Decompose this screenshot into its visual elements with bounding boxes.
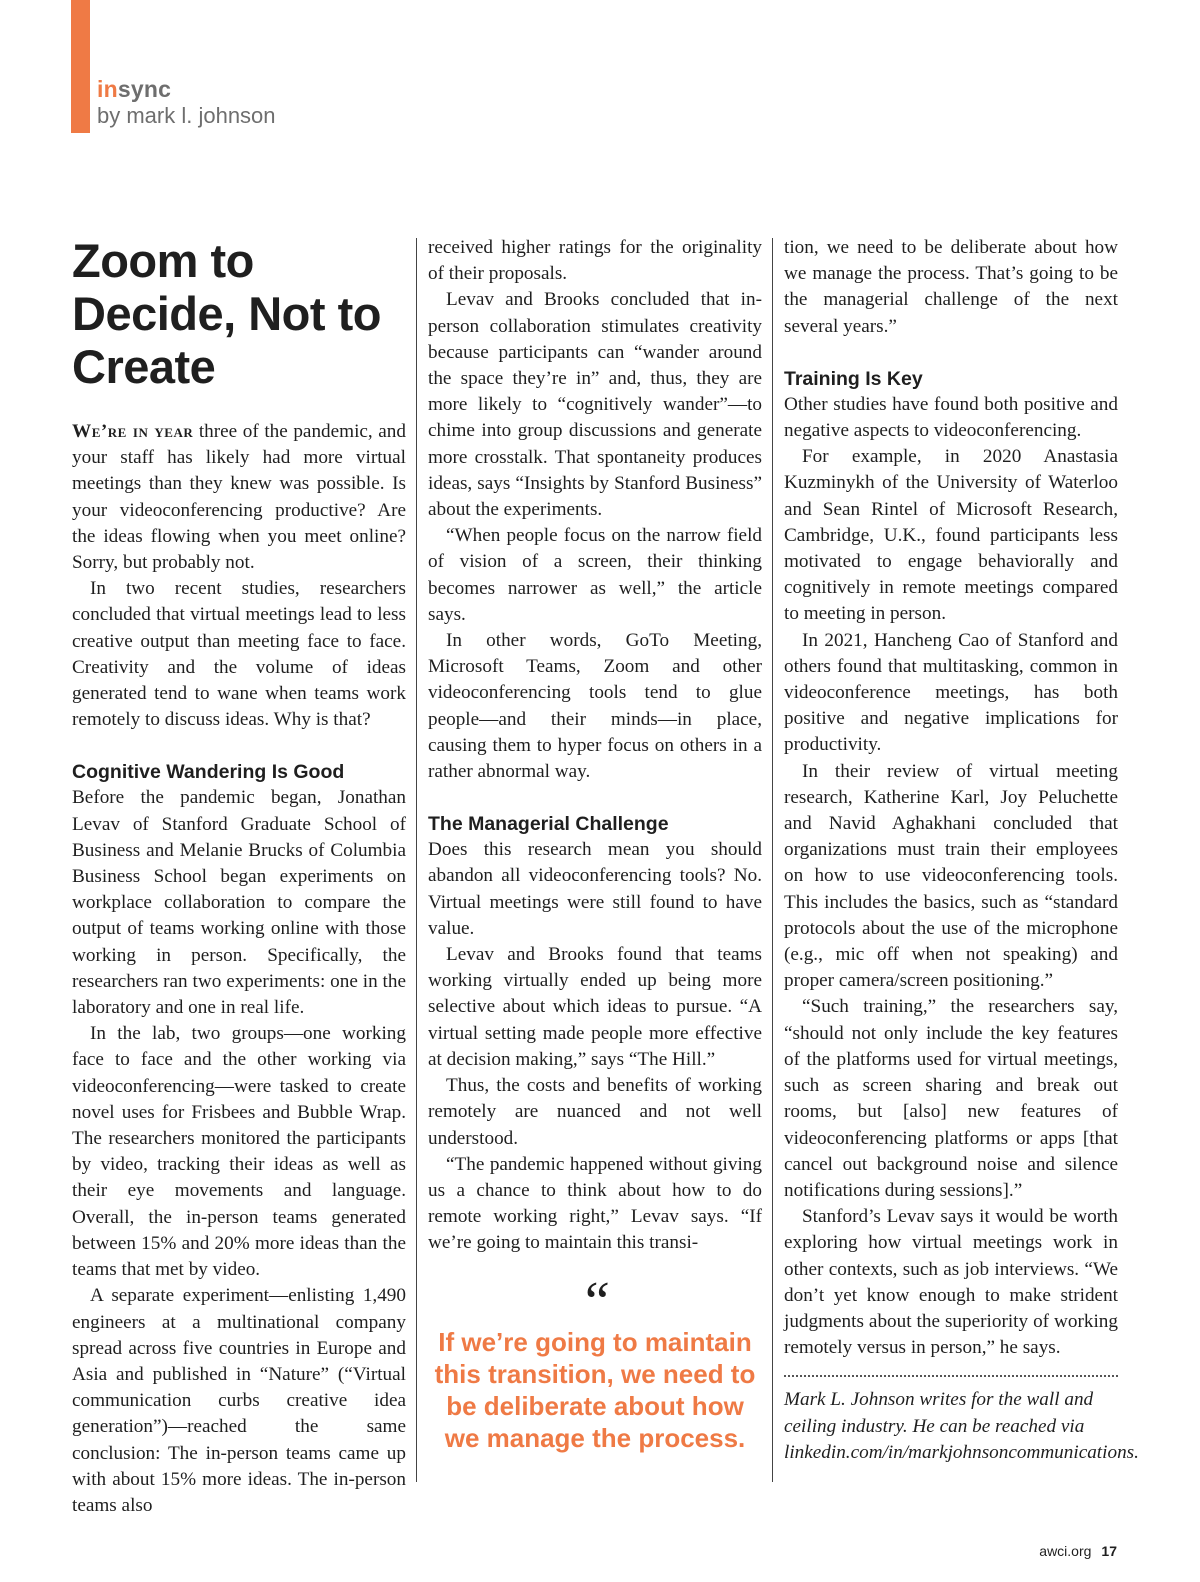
article-column-2 <box>428 235 762 1257</box>
page-title: Zoom to Decide, Not to Create <box>72 234 381 393</box>
accent-bar <box>71 0 90 133</box>
paragraph <box>72 419 406 576</box>
paragraph: A separate experiment—enlisting 1,490 engineers at a multinational company spread across five countries in Europe and Asia and published in “Nature” (“Virtual communication curbs creative idea generation”)—reached the same conclusion: The in-person teams came up with about 15% more ideas. The in-person teams also <box>72 1285 406 1516</box>
paragraph: tion, we need to be deliberate about how we manage the process. That’s going to be the managerial challenge of the next several years.” <box>784 237 1118 337</box>
paragraph: Levav and Brooks found that teams working virtually ended up being more selective about which ideas to pursue. “A virtual setting made people more effective at decision making,” says “The Hill.” <box>428 944 762 1070</box>
column-divider-left <box>416 238 417 1482</box>
paragraph: “When people focus on the narrow field of vision of a screen, their thinking becomes narrower as well,” the article says. <box>428 525 762 625</box>
paragraph: In their review of virtual meeting research, Katherine Karl, Joy Peluchette and Navid Aghakhani concluded that organizations must train their employees on how to use videoconferencing tools. This includes the basics, such as “standard protocols about the use of the microphone (e.g., mic off when not speaking) and proper camera/screen positioning.” <box>784 760 1118 992</box>
page-number: 17 <box>1101 1543 1117 1559</box>
paragraph: received higher ratings for the originality of their proposals. <box>428 237 762 285</box>
article-column-3 <box>784 235 1139 1466</box>
pull-quote-text: If we’re going to maintain this transition, we need to be deliberate about how we manage the process. <box>434 1327 756 1453</box>
lead-in: We’re in year <box>72 421 194 442</box>
paragraph: Stanford’s Levav says it would be worth exploring how virtual meetings work in other contexts, such as job interviews. “We don’t yet know enough to make strident judgments about the superiority of working remotely versus in person,” he says. <box>784 1206 1118 1359</box>
paragraph: In other words, GoTo Meeting, Microsoft Teams, Zoom and other videoconferencing tools tend to glue people—and their minds—in place, causing them to hyper focus on others in a rather abnormal way. <box>428 630 762 783</box>
paragraph: In 2021, Hancheng Cao of Stanford and others found that multitasking, common in videoconference meetings, has both positive and negative implications for productivity. <box>784 629 1118 756</box>
column-name-rest: sync <box>117 76 172 102</box>
article-column-1 <box>72 234 406 1519</box>
paragraph: For example, in 2020 Anastasia Kuzminykh of the University of Waterloo and Sean Rintel of Microsoft Research, Cambridge, U.K., found participants less motivated to engage behaviorally and cognitively in remote meetings compared to meeting in person. <box>784 446 1118 625</box>
paragraph: In two recent studies, researchers concluded that virtual meetings lead to less creative output than meeting face to face. Creativity and the volume of ideas generated tend to wane when teams work remotely to discuss ideas. Why is that? <box>72 578 406 731</box>
paragraph: Before the pandemic began, Jonathan Levav of Stanford Graduate School of Business and Melanie Brucks of Columbia Business School began experiments on workplace collaboration to compare the output of teams working online with those working in person. Specifically, the researchers ran two experiments: one in the laboratory and one in real life. <box>72 787 406 1019</box>
pull-quote <box>428 1271 762 1454</box>
paragraph: Thus, the costs and benefits of working remotely are nuanced and not well understood. <box>428 1075 762 1149</box>
paragraph-text: three of the pandemic, and your staff has likely had more virtual meetings than they knew was possible. Is your videoconferencing productive? Are the ideas flowing when you meet online? Sorry, but probably not. <box>72 421 406 574</box>
site-url: awci.org <box>1039 1543 1092 1559</box>
quote-mark-icon: “ <box>579 1271 611 1333</box>
author-bio: Mark L. Johnson writes for the wall and ceiling industry. He can be reached via linkedin.com/in/markjohnsoncommunications. <box>784 1389 1139 1463</box>
subheading: The Managerial Challenge <box>428 813 669 836</box>
column-name-highlight: in <box>97 76 118 102</box>
subheading: Cognitive Wandering Is Good <box>72 761 345 784</box>
column-divider-right <box>772 238 773 1482</box>
page-footer <box>1039 1543 1117 1559</box>
subheading: Training Is Key <box>784 367 923 390</box>
divider <box>784 1375 1118 1377</box>
column-name <box>97 76 171 103</box>
paragraph: “The pandemic happened without giving us a chance to think about how to do remote working right,” Levav says. “If we’re going to maintain this transi- <box>428 1153 762 1254</box>
byline: by mark l. johnson <box>97 103 276 128</box>
paragraph: Levav and Brooks concluded that in-person collaboration stimulates creativity because participants can “wander around the space they’re in” and, thus, they are more likely to “cognitively wander”—to chime into group discussions and generate more crosstalk. That spontaneity produces ideas, says “Insights by Stanford Business” about the experiments. <box>428 289 762 521</box>
paragraph: Other studies have found both positive and negative aspects to videoconferencing. <box>784 393 1118 442</box>
paragraph: Does this research mean you should abandon all videoconferencing tools? No. Virtual meetings were still found to have value. <box>428 839 762 939</box>
paragraph: “Such training,” the researchers say, “should not only include the key features of the platforms used for virtual meetings, such as screen sharing and break out rooms, but [also] new features of videoconferencing platforms or apps [that cancel out background noise and silence notifications during sessions].” <box>784 996 1118 1201</box>
paragraph: In the lab, two groups—one working face to face and the other working via videoconferencing—were tasked to create novel uses for Frisbees and Bubble Wrap. The researchers monitored the participants by video, tracking their ideas as well as their eye movements and language. Overall, the in-person teams generated between 15% and 20% more ideas than the teams that met by video. <box>72 1023 406 1281</box>
